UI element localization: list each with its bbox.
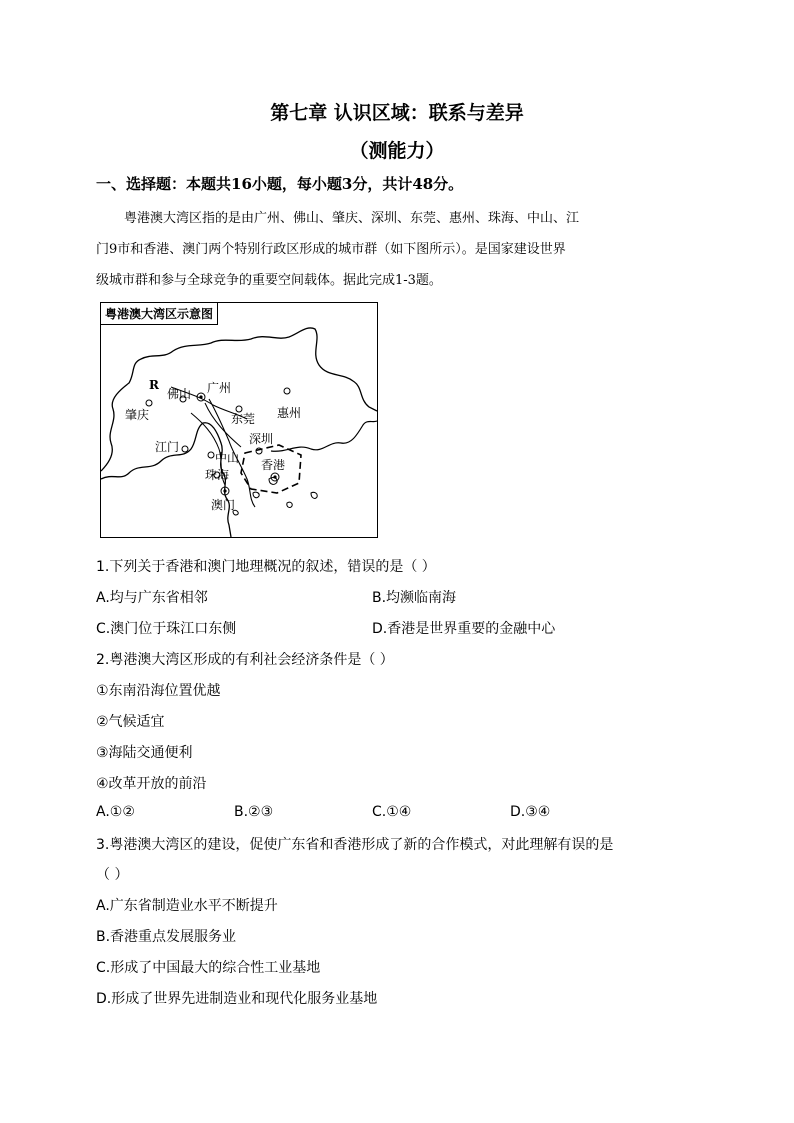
page-subtitle: （测能力） bbox=[349, 140, 445, 162]
question-2-item-4: ④改革开放的前沿 bbox=[96, 776, 207, 792]
intro-paragraph bbox=[96, 203, 696, 296]
island bbox=[253, 492, 259, 497]
question-3-stem-paren: （ ） bbox=[96, 867, 129, 883]
question-3-option-d[interactable]: D.形成了世界先进制造业和现代化服务业基地 bbox=[96, 991, 378, 1007]
question-2-option-a[interactable]: A.①② bbox=[96, 804, 135, 820]
section-heading: 一、选择题：本题共16小题，每小题3分，共计48分。 bbox=[96, 175, 464, 193]
intro-line: 门9市和香港、澳门两个特别行政区形成的城市群（如下图所示）。是国家建设世界 bbox=[96, 242, 566, 257]
bay-area-map bbox=[100, 302, 378, 538]
city-capital-hongkong-dot bbox=[273, 475, 276, 478]
intro-line: 粤港澳大湾区指的是由广州、佛山、肇庆、深圳、东莞、惠州、珠海、中山、江 bbox=[124, 211, 580, 226]
question-1-option-d[interactable]: D.香港是世界重要的金融中心 bbox=[372, 621, 556, 637]
question-3-stem: 3.粤港澳大湾区的建设，促使广东省和香港形成了新的合作模式，对此理解有误的是 bbox=[96, 837, 614, 853]
question-2-item-1: ①东南沿海位置优越 bbox=[96, 683, 221, 699]
question-2-item-3: ③海陆交通便利 bbox=[96, 745, 193, 761]
intro-line: 级城市群和参与全球竞争的重要空间载体。据此完成1-3题。 bbox=[96, 273, 442, 288]
question-3-option-c[interactable]: C.形成了中国最大的综合性工业基地 bbox=[96, 960, 321, 976]
city-dot-zhongshan bbox=[208, 452, 214, 458]
question-2-option-d[interactable]: D.③④ bbox=[510, 804, 551, 820]
question-2-option-b[interactable]: B.②③ bbox=[234, 804, 274, 820]
island bbox=[311, 492, 317, 498]
coastline bbox=[101, 328, 377, 471]
map-title: 粤港澳大湾区示意图 bbox=[101, 303, 218, 325]
map-label-jiangmen: 江门 bbox=[155, 440, 180, 454]
island bbox=[287, 502, 292, 507]
page-title: 第七章 认识区域：联系与差异 bbox=[270, 102, 524, 124]
city-capital-guangzhou-dot bbox=[199, 395, 202, 398]
question-2-stem: 2.粤港澳大湾区形成的有利社会经济条件是（ ） bbox=[96, 652, 394, 668]
city-dot-huizhou bbox=[284, 388, 290, 394]
map-label-zhongshan: 中山 bbox=[215, 451, 240, 465]
city-dot-zhaoqing bbox=[146, 400, 152, 406]
map-label-guangzhou: 广州 bbox=[207, 381, 232, 395]
question-1-option-a[interactable]: A.均与广东省相邻 bbox=[96, 590, 208, 606]
map-label-xianggang: 香港 bbox=[261, 458, 286, 472]
map-label-aomen: 澳门 bbox=[211, 498, 236, 512]
question-1-stem: 1.下列关于香港和澳门地理概况的叙述，错误的是（ ） bbox=[96, 559, 436, 575]
question-2-item-2: ②气候适宜 bbox=[96, 714, 165, 730]
map-label-zhuhai: 珠海 bbox=[205, 468, 230, 482]
map-label-zhaoqing: 肇庆 bbox=[125, 408, 150, 422]
question-2-option-c[interactable]: C.①④ bbox=[372, 804, 412, 820]
question-3-option-b[interactable]: B.香港重点发展服务业 bbox=[96, 929, 237, 945]
map-label-foshan: 佛山 bbox=[167, 387, 192, 401]
east-coast bbox=[271, 421, 377, 451]
map-label-huizhou: 惠州 bbox=[277, 406, 302, 420]
map-label-dongguan: 东莞 bbox=[231, 412, 256, 426]
city-capital-macau-dot bbox=[223, 489, 226, 492]
city-dot-jiangmen bbox=[182, 446, 188, 452]
question-1-option-c[interactable]: C.澳门位于珠江口东侧 bbox=[96, 621, 237, 637]
question-3-option-a[interactable]: A.广东省制造业水平不断提升 bbox=[96, 898, 278, 914]
map-label-r: R bbox=[149, 378, 159, 392]
map-label-shenzhen: 深圳 bbox=[249, 432, 274, 446]
question-1-option-b[interactable]: B.均濒临南海 bbox=[372, 590, 457, 606]
